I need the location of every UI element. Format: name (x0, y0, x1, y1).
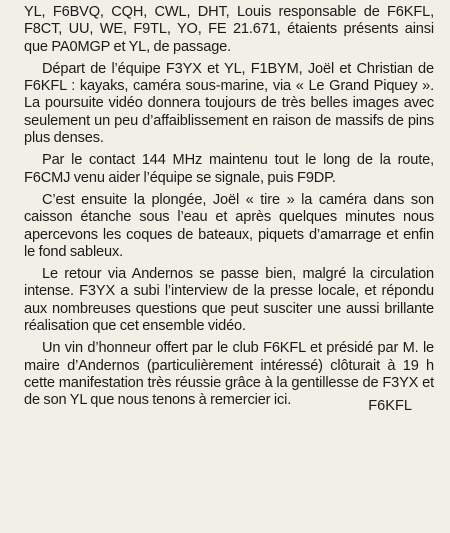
paragraph-attendees: YL, F6BVQ, CQH, CWL, DHT, Louis responsable de F6KFL, F8CT, UU, WE, F9TL, YO, FE 21.671, étaients présents ainsi que PA0MGP et YL, de passage. (24, 4, 434, 55)
paragraph-departure: Départ de l’équipe F3YX et YL, F1BYM, Joël et Christian de F6KFL : kayaks, caméra sous-marine, via « Le Grand Piquey ». La poursuite vidéo donnera toujours de très belles images avec seulement un peu d’affaiblissement en raison de massifs de pins plus denses. (24, 60, 434, 147)
paragraph-radio-contact: Par le contact 144 MHz maintenu tout le long de la route, F6CMJ venu aider l’équipe se signale, puis F9DP. (24, 152, 434, 186)
paragraph-dive: C’est ensuite la plongée, Joël « tire » la caméra dans son caisson étanche sous l’eau et après quelques minutes nous apercevons les coques de bateaux, piquets d’amarrage et enfin le fond sableux. (24, 191, 434, 260)
paragraph-return: Le retour via Andernos se passe bien, malgré la circulation intense. F3YX a subi l’interview de la presse locale, et répondu aux nombreuses questions que peut susciter une aussi brillante réalisation que cet ensemble vidéo. (24, 266, 434, 335)
paragraph-reception: Un vin d’honneur offert par le club F6KFL et présidé par M. le maire d’Andernos (particulièrement intéressé) clôturait à 19 h cette manifestation très réussie grâce à la gentillesse de F3YX et de son YL que nous tenons à remercier ici. (24, 340, 434, 409)
author-signature: F6KFL (368, 397, 412, 414)
